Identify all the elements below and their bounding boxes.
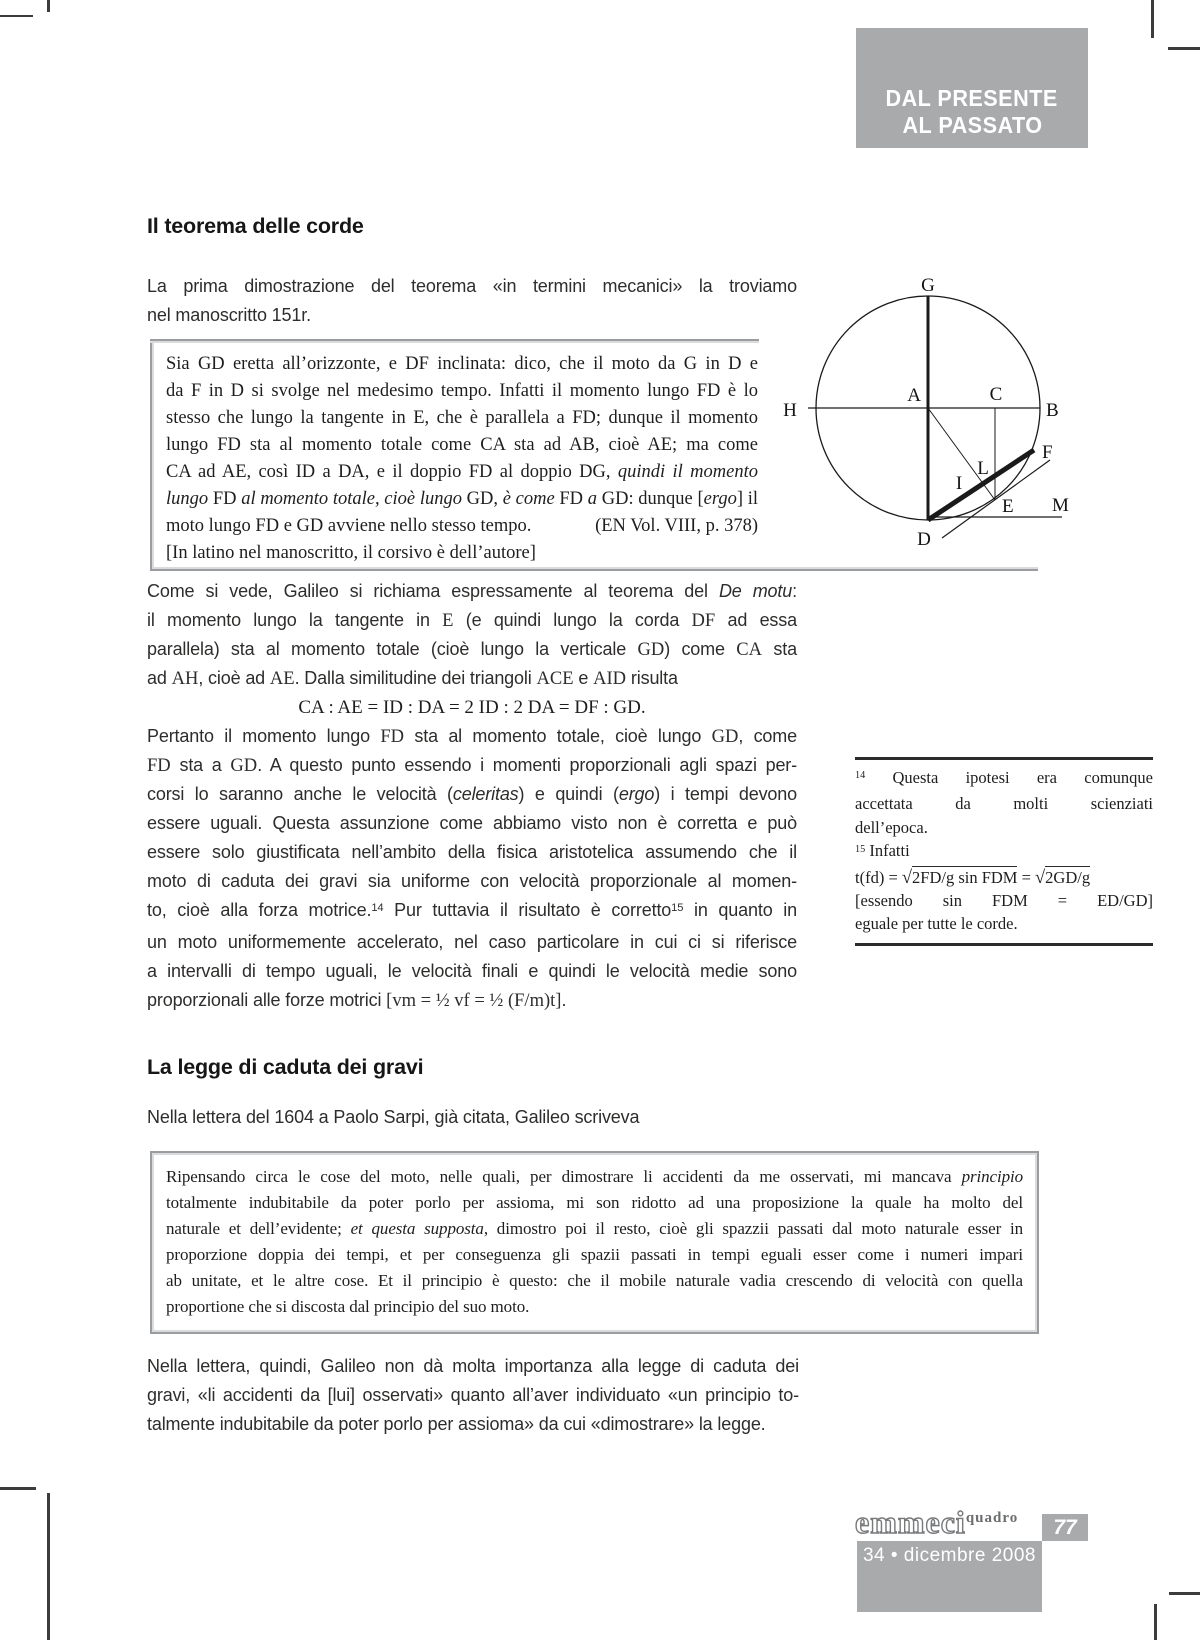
issue-date: 34 • dicembre 2008 [862, 1545, 1037, 1566]
quote1-last-line [166, 513, 758, 540]
footnote-14: $^{14}$ Questa ipotesi era comunque accettata da molti scienziati dell’epoca. [855, 768, 1153, 837]
crop-mark-bottom-right-v [1154, 1604, 1157, 1640]
figure-label-A: A [907, 385, 921, 406]
figure-label-E: E [1002, 496, 1014, 517]
crop-mark-top-left-h [0, 15, 33, 17]
quote-box-sarpi-letter [150, 1151, 1039, 1334]
quote2-text: Ripensando circa le cose del moto, nelle quali, per dimostrare li accidenti da me osservati, mi mancava principio totalmente indubitabile da poter porlo per assioma, mi son ridotto ad una proposizione la quale ha molto del naturale et dell’evidente; et questa supposta, dimostro poi il resto, cioè gli spazzii passati dal moto naturale esser in proporzione doppia dei tempi, et per conseguenza gli spazii passati in tempi eguali esser come i numeri impari ab unitate, et le altre cose. Et il principio è questo: che il mobile naturale vadia crescendo di velocità con quella proportione che si discosta dal principio del suo moto. [166, 1167, 1023, 1316]
issue-date-box [857, 1541, 1042, 1612]
crop-mark-top-right-v [1151, 0, 1154, 38]
figure-label-D: D [917, 529, 931, 550]
quote1-citation: (EN Vol. VIII, p. 378) [595, 516, 758, 536]
heading-teorema-corde: Il teorema delle corde [147, 214, 364, 238]
crop-mark-top-right-h [1168, 47, 1200, 50]
intro-paragraph-1: La prima dimostrazione del teorema «in termini mecanici» la troviamo nel manoscritto 151r. [147, 276, 797, 325]
figure-label-C: C [989, 384, 1003, 405]
footnote-15-rest: [essendo sin FDM = ED/GD] eguale per tutte le corde. [855, 891, 1153, 934]
footnote-15-label: $^{15}$ Infatti [855, 841, 910, 861]
journal-logo-superscript: quadro [965, 1510, 1019, 1526]
heading-legge-caduta: La legge di caduta dei gravi [147, 1055, 424, 1079]
section-tag-box [856, 28, 1088, 148]
page-number: 77 [1053, 1515, 1077, 1539]
journal-logo [855, 1504, 1018, 1541]
crop-mark-bottom-right-h [1169, 1592, 1200, 1595]
proportion-formula: CA : AE = ID : DA = 2 ID : 2 DA = DF : GD. [298, 697, 646, 718]
figure-label-L: L [977, 458, 989, 479]
chord-theorem-figure [760, 252, 1080, 558]
figure-label-M: M [1052, 495, 1069, 516]
footnote-15-formula: t(fd) = √2FD/g sin FDM = √2GD/g [855, 866, 1091, 887]
section-tag-line1: DAL PRESENTE [885, 85, 1059, 111]
crop-mark-top-left-v [47, 0, 50, 12]
crop-mark-bottom-left-h [0, 1487, 36, 1490]
figure-label-F: F [1042, 442, 1053, 463]
figure-label-I: I [955, 473, 963, 494]
body-paragraph-1a: Come si vede, Galileo si richiama espressamente al teorema del De motu: il momento lungo la tangente in E (e quindi lungo la corda DF ad essa parallela) sta al momento totale (cioè lungo la verticale GD) come CA sta ad AH, cioè ad AE. Dalla similitudine dei triangoli ACE e AID risulta [147, 581, 797, 689]
footnote-rule-bottom [855, 943, 1153, 946]
figure-label-H: H [783, 400, 797, 421]
crop-mark-bottom-left-v [47, 1493, 50, 1640]
footnotes-sidebar [855, 757, 1153, 946]
quote1-closing-sentence: moto lungo FD e GD avviene nello stesso tempo. [166, 516, 532, 536]
figure-label-B: B [1046, 400, 1059, 421]
section-tag-line2: AL PASSATO [901, 112, 1043, 138]
page-number-box [1042, 1514, 1088, 1541]
figure-label-G: G [921, 275, 935, 296]
quote1-text: Sia GD eretta all’orizzonte, e DF inclinata: dico, che il moto da G in D e da F in D si svolge nel medesimo tempo. Infatti il momento lungo FD è lo stesso che lungo la tangente in E, che è parallela a FD; dunque il momento lungo FD sta al momento totale come CA sta ad AB, cioè AE; ma come CA ad AE, così ID a DA, e il doppio FD al doppio DG, quindi il momento lungo FD al momento totale, cioè lungo GD, è come FD a GD: dunque [ergo] il [166, 354, 759, 509]
journal-logo-word: emmeci [855, 1504, 966, 1540]
intro-paragraph-2: Nella lettera del 1604 a Paolo Sarpi, già citata, Galileo scriveva [147, 1107, 640, 1127]
quote1-editorial-note: [In latino nel manoscritto, il corsivo è dell’autore] [166, 543, 536, 563]
body-paragraph-2: Nella lettera, quindi, Galileo non dà molta importanza alla legge di caduta dei gravi, «li accidenti da [lui] osservati» quanto all’aver individuato «un principio to- talmente indubitabile da poter porlo per assioma» da cui «dimostrare» la legge. [147, 1356, 799, 1434]
body-paragraph-1b: Pertanto il momento lungo FD sta al momento totale, cioè lungo GD, come FD sta a GD. A questo punto essendo i momenti proporzionali agli spazi per- corsi lo saranno anche le velocità (celeritas) e quindi (ergo) i tempi devono essere uguali. Questa assunzione come abbiamo visto non è corretta e può essere solo giustificata nell’ambito della fisica aristotelica assumendo che il moto di caduta dei gravi sia uniforme con velocità proporzionale al momen- to, cioè alla forza motrice.$^{14}$ Pur tuttavia il risultato è corretto$^{15}$ in quanto in un moto uniformemente accelerato, nel caso particolare in cui ci si riferisce a intervalli di tempo uguali, le velocità finali e quindi le velocità medie sono proporzionali alle forze motrici [vm = ½ vf = ½ (F/m)t]. [147, 726, 798, 1011]
